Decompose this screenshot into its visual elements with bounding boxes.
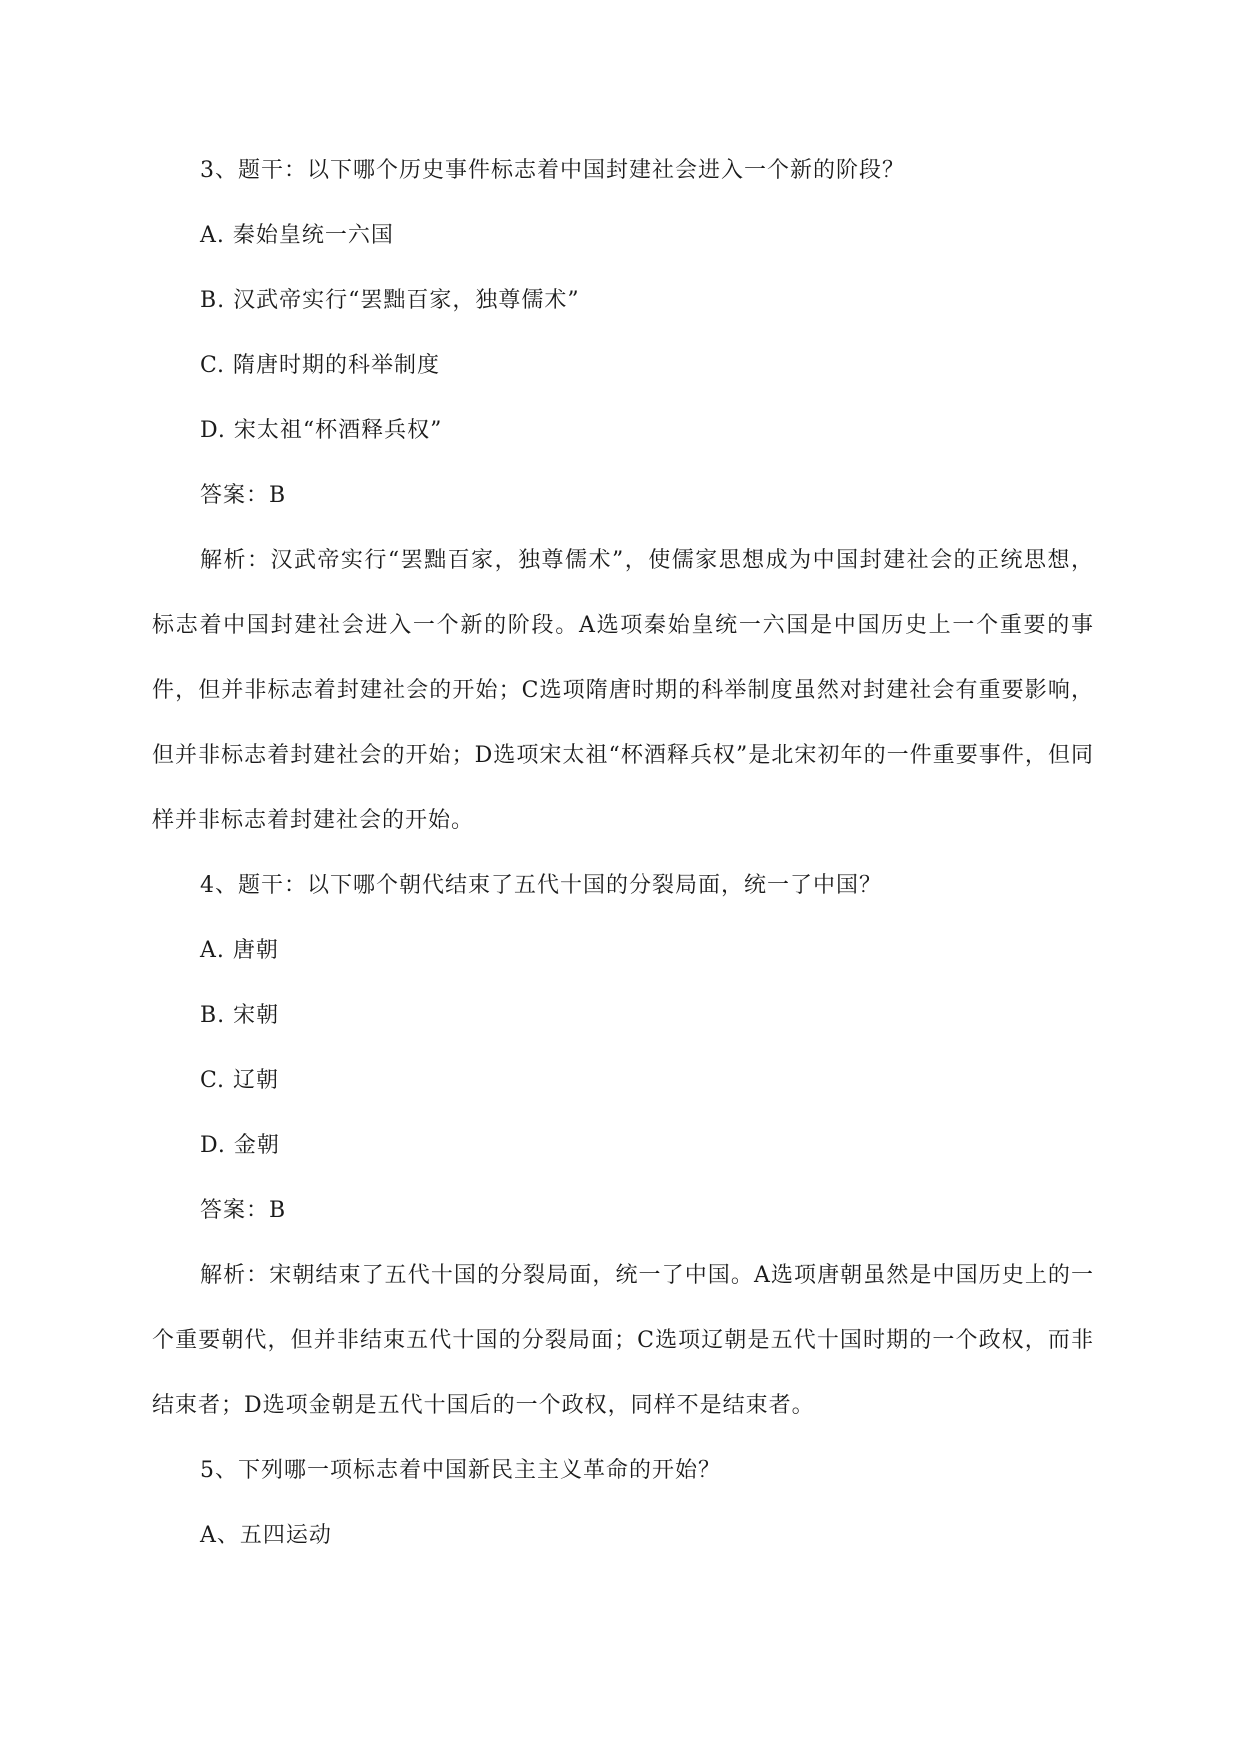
- question-4-answer: 答案：B: [200, 1198, 287, 1223]
- question-4-analysis: 解析：宋朝结束了五代十国的分裂局面，统一了中国。A选项唐朝虽然是中国历史上的一个重要朝代，但并非结束五代十国的分裂局面；C选项辽朝是五代十国时期的一个政权，而非结束者；D选项金朝是五代十国后的一个政权，同样不是结束者。: [152, 1263, 1094, 1418]
- document-page: [152, 138, 1094, 1568]
- question-4-stem: 4、题干：以下哪个朝代结束了五代十国的分裂局面，统一了中国？: [200, 873, 882, 898]
- question-4-option-a: A. 唐朝: [200, 938, 279, 963]
- question-4-option-b: B. 宋朝: [200, 1003, 280, 1028]
- question-3-analysis: 解析：汉武帝实行“罢黜百家，独尊儒术”，使儒家思想成为中国封建社会的正统思想，标志着中国封建社会进入一个新的阶段。A选项秦始皇统一六国是中国历史上一个重要的事件，但并非标志着封建社会的开始；C选项隋唐时期的科举制度虽然对封建社会有重要影响，但并非标志着封建社会的开始；D选项宋太祖“杯酒释兵权”是北宋初年的一件重要事件，但同样并非标志着封建社会的开始。: [152, 548, 1095, 833]
- question-5-stem: 5、下列哪一项标志着中国新民主主义革命的开始？: [200, 1458, 721, 1483]
- question-3-option-b: B. 汉武帝实行“罢黜百家，独尊儒术”: [200, 288, 580, 313]
- question-3-option-d: D. 宋太祖“杯酒释兵权”: [200, 418, 443, 443]
- question-3-answer: 答案：B: [200, 483, 287, 508]
- question-4-option-d: D. 金朝: [200, 1133, 280, 1158]
- question-4-option-c: C. 辽朝: [200, 1068, 280, 1093]
- question-5-option-a: A、五四运动: [200, 1523, 332, 1548]
- question-3-stem: 3、题干：以下哪个历史事件标志着中国封建社会进入一个新的阶段？: [200, 158, 905, 183]
- question-3-option-c: C. 隋唐时期的科举制度: [200, 353, 441, 378]
- question-3-option-a: A. 秦始皇统一六国: [200, 223, 394, 248]
